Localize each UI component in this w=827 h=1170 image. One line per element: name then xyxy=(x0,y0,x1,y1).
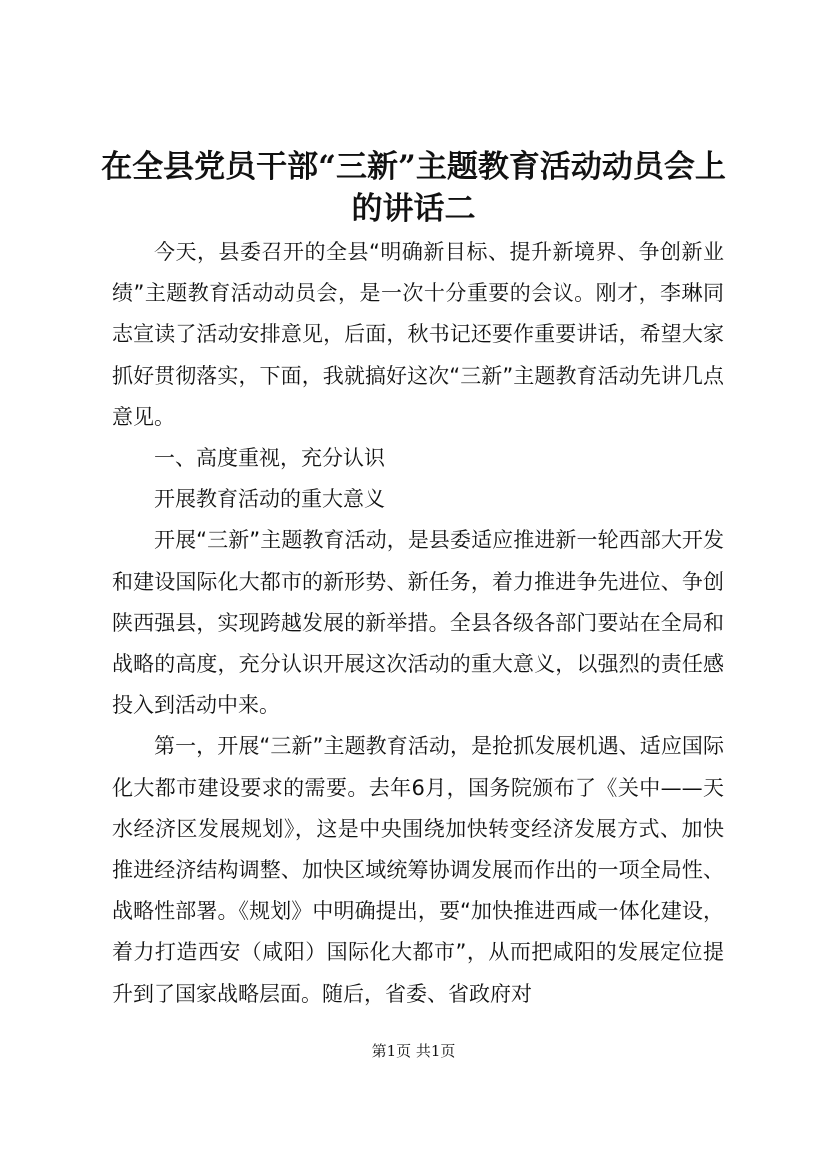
paragraph-first-point: 第一，开展“三新”主题教育活动，是抢抓发展机遇、适应国际化大都市建设要求的需要。去年6月，国务院颁布了《关中——天水经济区发展规划》，这是中央围绕加快转变经济发展方式、加快推进经济结构调整、加快区域统筹协调发展而作出的一项全局性、战略性部署。《规划》中明确提出，要“加快推进西咸一体化建设，着力打造西安（咸阳）国际化大都市”，从而把咸阳的发展定位提升到了国家战略层面。随后，省委、省政府对 xyxy=(112,734,724,1006)
paragraph-intro: 今天，县委召开的全县“明确新目标、提升新境界、争创新业绩”主题教育活动动员会，是一次十分重要的会议。刚才，李琳同志宣读了活动安排意见，后面，秋书记还要作重要讲话，希望大家抓好贯彻落实，下面，我就搞好这次“三新”主题教育活动先讲几点意见。 xyxy=(112,240,724,429)
document-body xyxy=(112,232,724,1015)
document-title: 在全县党员干部“三新”主题教育活动动员会上的讲话二 xyxy=(101,149,726,227)
paragraph-significance: 开展“三新”主题教育活动，是县委适应推进新一轮西部大开发和建设国际化大都市的新形势、新任务，着力推进争先进位、争创陕西强县，实现跨越发展的新举措。全县各级各部门要站在全局和战略的高度，充分认识开展这次活动的重大意义，以强烈的责任感投入到活动中来。 xyxy=(112,528,724,718)
page-footer: 第1页 共1页 xyxy=(371,1042,456,1060)
section-heading: 一、高度重视，充分认识 xyxy=(154,446,385,471)
section-subheading: 开展教育活动的重大意义 xyxy=(154,487,385,512)
